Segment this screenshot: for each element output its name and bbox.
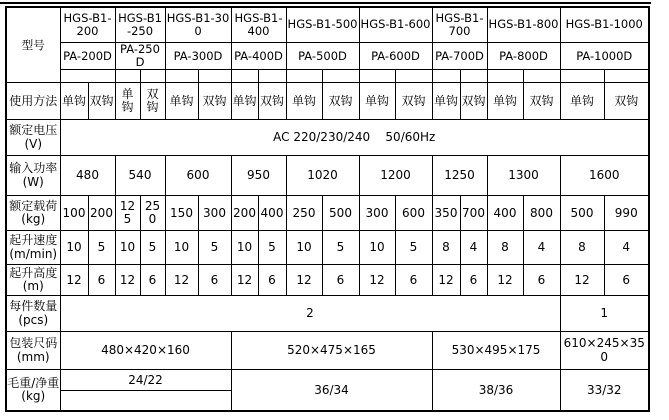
spacer-cell xyxy=(487,70,523,83)
qty-value: 2 xyxy=(60,296,560,332)
speed-value: 8 xyxy=(560,231,604,265)
load-value: 500 xyxy=(322,196,359,231)
hook-type-cell: 单钩 xyxy=(560,83,604,120)
qty-value: 1 xyxy=(560,296,649,332)
model-name-cell: HGS-B1-300 xyxy=(165,7,231,43)
pa-model-cell: PA-250D xyxy=(115,43,165,70)
spacer-cell xyxy=(165,70,198,83)
row-label-height: 起升高度 (m) xyxy=(6,265,60,296)
model-name-cell: HGS-B1-200 xyxy=(60,7,115,43)
spacer-row xyxy=(6,70,649,83)
pa-model-cell: PA-200D xyxy=(60,43,115,70)
spacer-cell xyxy=(140,70,165,83)
top-border-line xyxy=(0,2,651,4)
spacer-cell xyxy=(258,70,286,83)
speed-value: 5 xyxy=(395,231,432,265)
load-value: 125 xyxy=(115,196,140,231)
pa-model-cell: PA-300D xyxy=(165,43,231,70)
packing-value: 520×475×165 xyxy=(231,332,432,370)
weight-value: 38/36 xyxy=(432,370,560,412)
height-value: 6 xyxy=(258,265,286,296)
power-value: 950 xyxy=(231,156,286,196)
load-value: 200 xyxy=(88,196,115,231)
hook-type-cell: 双钩 xyxy=(322,83,359,120)
hook-type-cell: 双钩 xyxy=(258,83,286,120)
spacer-cell xyxy=(432,70,460,83)
pa-model-cell: PA-600D xyxy=(359,43,432,70)
rated-load-row xyxy=(6,196,649,231)
load-value: 300 xyxy=(198,196,231,231)
weight-value: 36/34 xyxy=(231,370,432,412)
quantity-row xyxy=(6,296,649,332)
voltage-value: AC 220/230/240 50/60Hz xyxy=(60,120,649,156)
power-value: 1600 xyxy=(560,156,649,196)
load-value: 990 xyxy=(604,196,649,231)
speed-value: 10 xyxy=(286,231,322,265)
load-value: 250 xyxy=(140,196,165,231)
height-value: 6 xyxy=(395,265,432,296)
spacer-cell xyxy=(395,70,432,83)
height-value: 12 xyxy=(115,265,140,296)
usage-method-row xyxy=(6,83,649,120)
height-value: 12 xyxy=(60,265,88,296)
row-label-speed: 起升速度 (m/min) xyxy=(6,231,60,265)
speed-value: 10 xyxy=(231,231,258,265)
model-name-cell: HGS-B1-500 xyxy=(286,7,359,43)
hook-type-cell: 单钩 xyxy=(165,83,198,120)
hook-type-cell: 单钩 xyxy=(115,83,140,120)
speed-value: 10 xyxy=(115,231,140,265)
row-label-voltage: 额定电压 (V) xyxy=(6,120,60,156)
spacer-cell xyxy=(604,70,649,83)
packing-value: 530×495×175 xyxy=(432,332,560,370)
row-label-model: 型号 xyxy=(6,7,60,83)
hook-type-cell: 双钩 xyxy=(198,83,231,120)
speed-value: 5 xyxy=(140,231,165,265)
load-value: 100 xyxy=(60,196,88,231)
height-value: 6 xyxy=(460,265,487,296)
load-value: 300 xyxy=(359,196,395,231)
height-value: 6 xyxy=(88,265,115,296)
speed-value: 10 xyxy=(165,231,198,265)
height-value: 12 xyxy=(487,265,523,296)
height-value: 6 xyxy=(523,265,560,296)
power-value: 1200 xyxy=(359,156,432,196)
model-name-cell: HGS-B1-700 xyxy=(432,7,487,43)
spacer-cell xyxy=(115,70,140,83)
pa-model-cell: PA-500D xyxy=(286,43,359,70)
row-label-power: 输入功率 (W) xyxy=(6,156,60,196)
load-value: 350 xyxy=(432,196,460,231)
hook-type-cell: 双钩 xyxy=(395,83,432,120)
speed-value: 5 xyxy=(198,231,231,265)
power-value: 480 xyxy=(60,156,115,196)
height-value: 12 xyxy=(432,265,460,296)
load-value: 400 xyxy=(487,196,523,231)
weight-empty-cell xyxy=(60,391,231,412)
power-value: 1250 xyxy=(432,156,487,196)
pa-model-cell: PA-800D xyxy=(487,43,560,70)
model-name-row xyxy=(6,7,649,43)
rated-voltage-row xyxy=(6,120,649,156)
load-value: 800 xyxy=(523,196,560,231)
power-value: 1300 xyxy=(487,156,560,196)
input-power-row xyxy=(6,156,649,196)
load-value: 150 xyxy=(165,196,198,231)
speed-value: 4 xyxy=(523,231,560,265)
spacer-cell xyxy=(322,70,359,83)
load-value: 250 xyxy=(286,196,322,231)
packing-size-row xyxy=(6,332,649,370)
speed-value: 10 xyxy=(60,231,88,265)
hook-type-cell: 双钩 xyxy=(460,83,487,120)
height-value: 12 xyxy=(359,265,395,296)
height-value: 6 xyxy=(140,265,165,296)
hook-type-cell: 双钩 xyxy=(604,83,649,120)
hook-type-cell: 单钩 xyxy=(60,83,88,120)
hook-type-cell: 单钩 xyxy=(286,83,322,120)
hook-type-cell: 双钩 xyxy=(140,83,165,120)
speed-value: 5 xyxy=(258,231,286,265)
hook-type-cell: 单钩 xyxy=(487,83,523,120)
hook-type-cell: 双钩 xyxy=(523,83,560,120)
hook-type-cell: 双钩 xyxy=(88,83,115,120)
pa-model-cell: PA-1000D xyxy=(560,43,649,70)
load-value: 500 xyxy=(560,196,604,231)
spacer-cell xyxy=(198,70,231,83)
speed-value: 10 xyxy=(359,231,395,265)
spacer-cell xyxy=(286,70,322,83)
packing-value: 610×245×350 xyxy=(560,332,649,370)
speed-value: 5 xyxy=(322,231,359,265)
lifting-height-row xyxy=(6,265,649,296)
speed-value: 4 xyxy=(604,231,649,265)
spacer-cell xyxy=(231,70,258,83)
row-label-weight: 毛重/净重(kg) xyxy=(6,370,60,412)
row-label-method: 使用方法 xyxy=(6,83,60,120)
pa-model-cell: PA-700D xyxy=(432,43,487,70)
packing-value: 480×420×160 xyxy=(60,332,231,370)
height-value: 12 xyxy=(286,265,322,296)
hook-type-cell: 单钩 xyxy=(231,83,258,120)
spacer-cell xyxy=(60,70,115,83)
power-value: 600 xyxy=(165,156,231,196)
model-name-cell: HGS-B1-1000 xyxy=(560,7,649,43)
lifting-speed-row xyxy=(6,231,649,265)
hook-type-cell: 单钩 xyxy=(359,83,395,120)
row-label-packing: 包装尺码 (mm) xyxy=(6,332,60,370)
power-value: 540 xyxy=(115,156,165,196)
row-label-load: 额定载荷 (kg) xyxy=(6,196,60,231)
load-value: 600 xyxy=(395,196,432,231)
speed-value: 8 xyxy=(487,231,523,265)
height-value: 12 xyxy=(560,265,604,296)
model-name-cell: HGS-B1-600 xyxy=(359,7,432,43)
weight-value: 24/22 xyxy=(60,370,231,391)
model-name-cell: HGS-B1-800 xyxy=(487,7,560,43)
model-name-cell: HGS-B1-250 xyxy=(115,7,165,43)
speed-value: 8 xyxy=(432,231,460,265)
weight-value: 33/32 xyxy=(560,370,649,412)
speed-value: 4 xyxy=(460,231,487,265)
height-value: 12 xyxy=(231,265,258,296)
pa-model-cell: PA-400D xyxy=(231,43,286,70)
speed-value: 5 xyxy=(88,231,115,265)
height-value: 6 xyxy=(322,265,359,296)
spacer-cell xyxy=(523,70,560,83)
height-value: 6 xyxy=(198,265,231,296)
hoist-spec-table xyxy=(5,6,650,412)
load-value: 200 xyxy=(231,196,258,231)
spacer-cell xyxy=(560,70,604,83)
height-value: 12 xyxy=(165,265,198,296)
pa-model-row xyxy=(6,43,649,70)
row-label-qty: 每件数量 (pcs) xyxy=(6,296,60,332)
spacer-cell xyxy=(460,70,487,83)
weight-row xyxy=(6,370,649,391)
load-value: 700 xyxy=(460,196,487,231)
height-value: 6 xyxy=(604,265,649,296)
spacer-cell xyxy=(359,70,395,83)
hook-type-cell: 单钩 xyxy=(432,83,460,120)
model-name-cell: HGS-B1-400 xyxy=(231,7,286,43)
load-value: 400 xyxy=(258,196,286,231)
power-value: 1020 xyxy=(286,156,359,196)
